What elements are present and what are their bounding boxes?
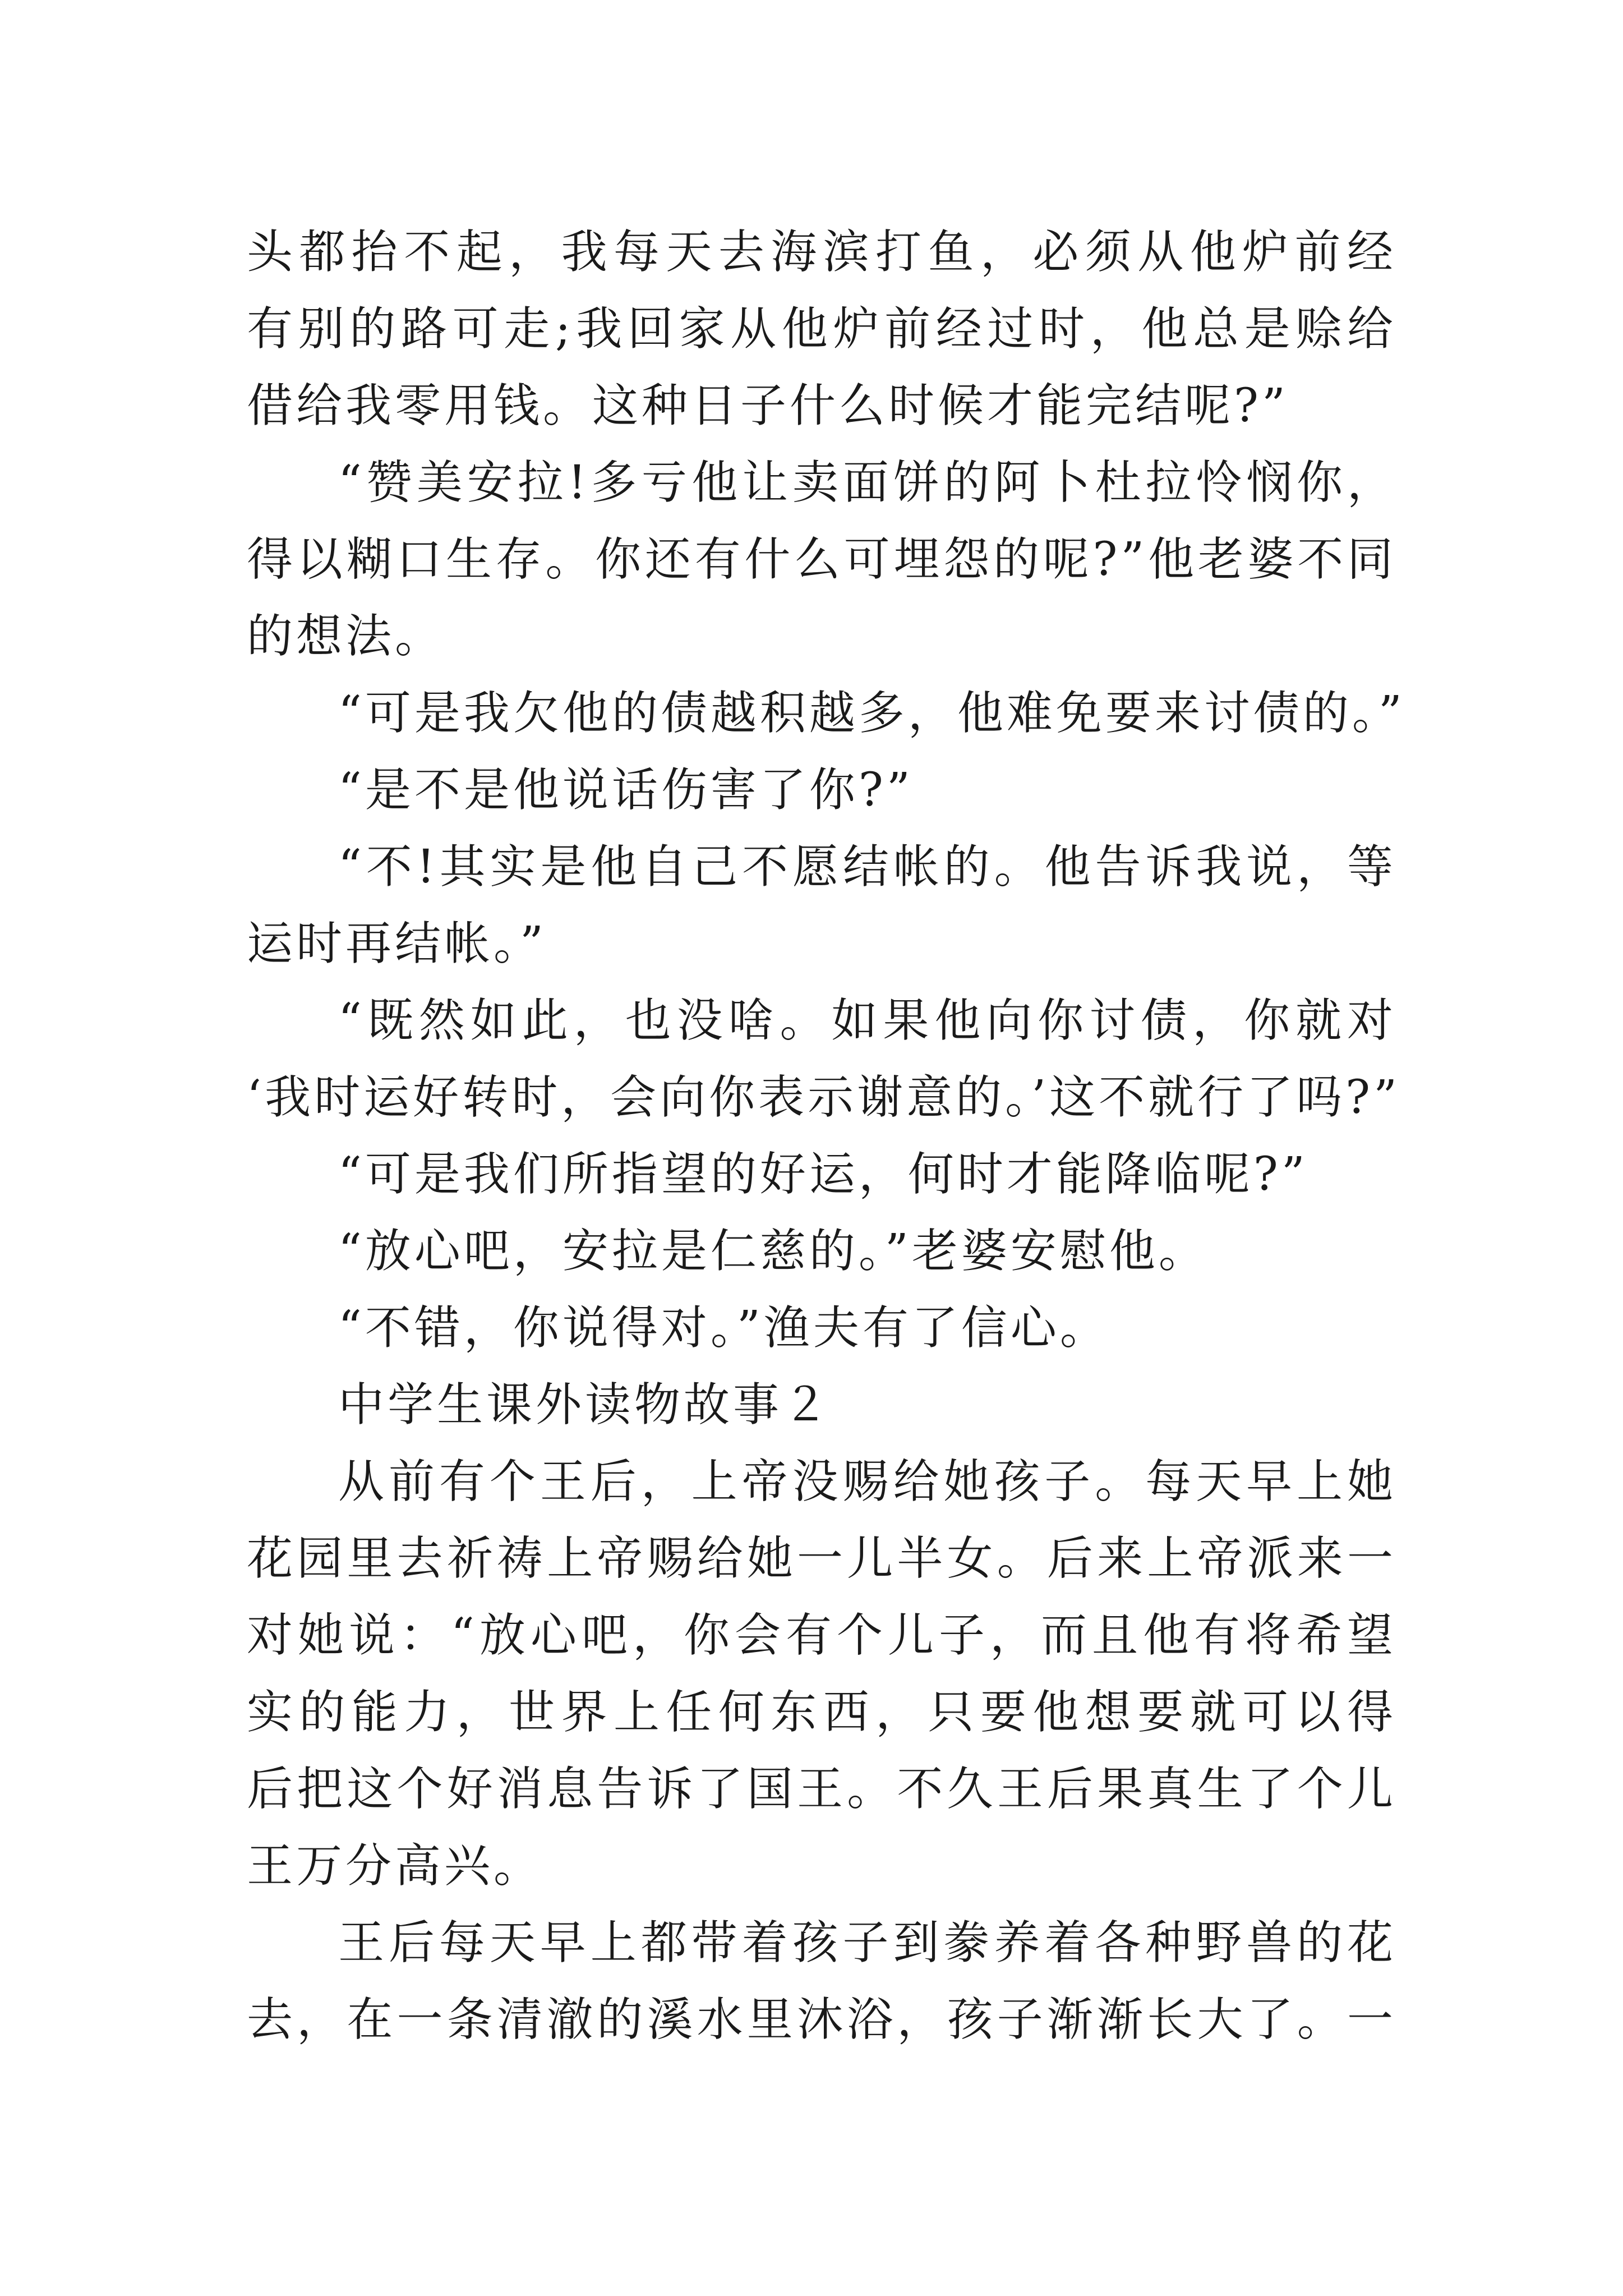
text-line: “既然如此，也没啥。如果他向你讨债，你就对 <box>338 994 1396 1047</box>
text-line: 去，在一条清澈的溪水里沐浴，孩子渐渐长大了。一 <box>247 1993 1396 2046</box>
text-line: “可是我们所指望的好运，何时才能降临呢?” <box>338 1148 1308 1201</box>
section-heading: 中学生课外读物故事２ <box>338 1378 832 1432</box>
text-line: 运时再结帐。” <box>247 917 547 970</box>
text-line: 后把这个好消息告诉了国王。不久王后果真生了个儿 <box>247 1763 1396 1816</box>
text-line: 借给我零用钱。这种日子什么时候才能完结呢?” <box>247 379 1289 432</box>
text-line: “是不是他说话伤害了你?” <box>338 763 914 817</box>
text-line: 对她说：“放心吧，你会有个儿子，而且他有将希望 <box>247 1609 1396 1662</box>
text-line: “放心吧，安拉是仁慈的。”老婆安慰他。 <box>338 1225 1208 1278</box>
text-line: 头都抬不起，我每天去海滨打鱼，必须从他炉前经 <box>247 226 1396 279</box>
text-line: “不!其实是他自己不愿结帐的。他告诉我说，等 <box>338 840 1396 894</box>
text-line: 实的能力，世界上任何东西，只要他想要就可以得 <box>247 1686 1396 1739</box>
text-line: 花园里去祈祷上帝赐给她一儿半女。后来上帝派来一 <box>247 1532 1396 1585</box>
text-line: 王后每天早上都带着孩子到豢养着各种野兽的花 <box>338 1916 1396 1970</box>
text-line: 王万分高兴。 <box>247 1839 543 1893</box>
text-line: “不错，你说得对。”渔夫有了信心。 <box>338 1301 1109 1355</box>
text-line: 有别的路可走;我回家从他炉前经过时，他总是赊给 <box>247 302 1396 356</box>
text-line: 的想法。 <box>247 610 445 663</box>
text-line: “可是我欠他的债越积越多，他难免要来讨债的。” <box>338 687 1405 740</box>
text-line: 得以糊口生存。你还有什么可埋怨的呢?”他老婆不同 <box>247 533 1396 586</box>
text-line: ‘我时运好转时，会向你表示谢意的。’这不就行了吗?” <box>247 1071 1401 1124</box>
text-line: 从前有个王后，上帝没赐给她孩子。每天早上她 <box>338 1455 1396 1508</box>
text-line: “赞美安拉!多亏他让卖面饼的阿卜杜拉怜悯你， <box>338 456 1396 509</box>
